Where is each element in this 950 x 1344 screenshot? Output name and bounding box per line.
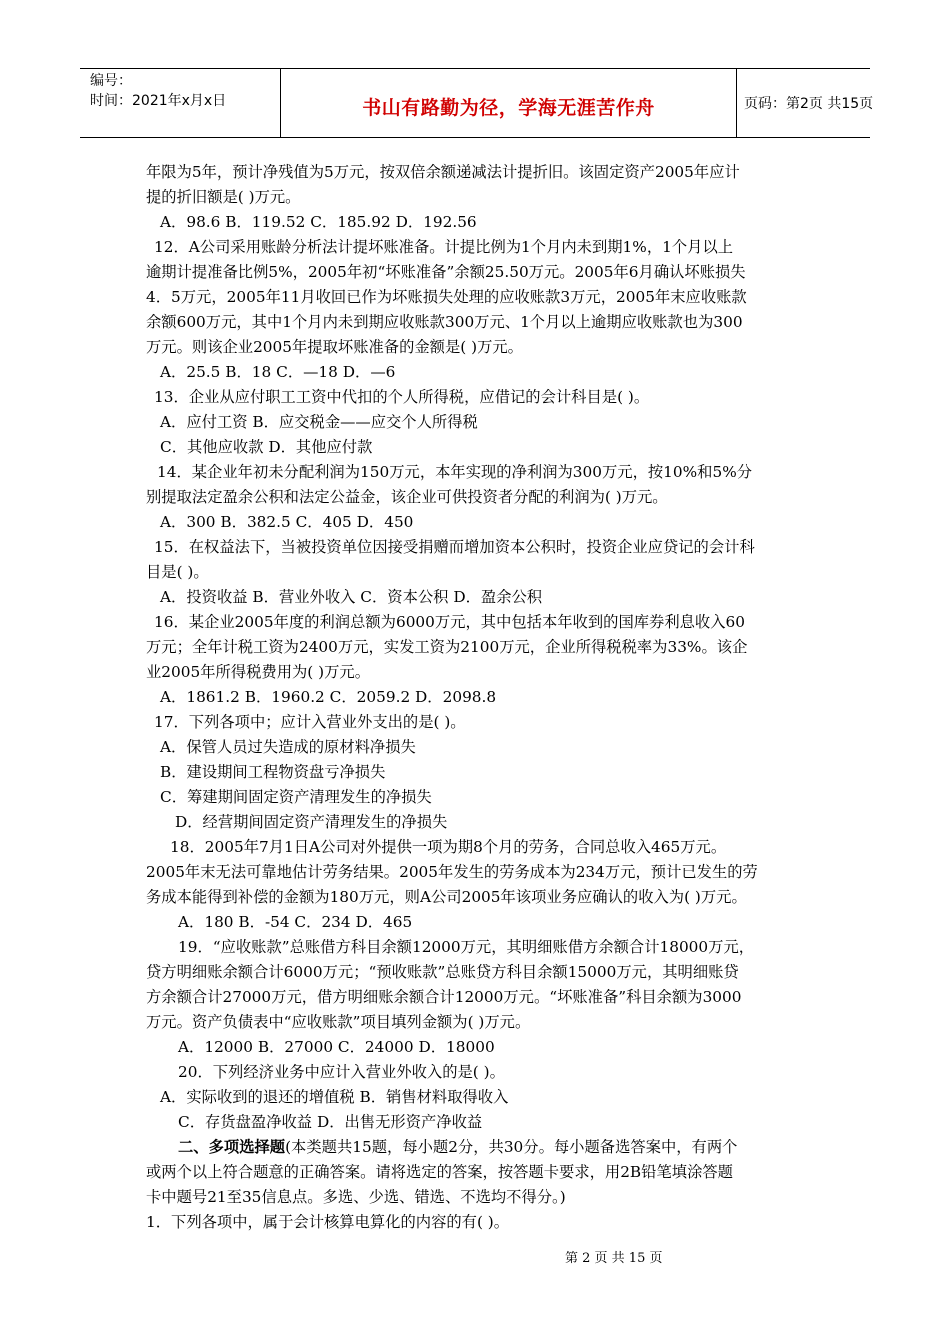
page-info: 页码：第2页 共15页: [744, 96, 874, 112]
text-line: 年限为5年，预计净残值为5万元，按双倍余额递减法计提折旧。该固定资产2005年应计: [146, 163, 740, 181]
header-motto-cell: [280, 69, 737, 137]
text-line: 别提取法定盈余公积和法定公益金，该企业可供投资者分配的利润为( )万元。: [146, 488, 668, 506]
question-15: 15．在权益法下，当被投资单位因接受捐赠而增加资本公积时，投资企业应贷记的会计科: [154, 538, 755, 556]
text-line: 提的折旧额是( )万元。: [146, 188, 301, 206]
header-page-cell: [736, 69, 874, 137]
answer-options: C．其他应收款 D．其他应付款: [160, 438, 373, 456]
answer-options: C．存货盘盈净收益 D．出售无形资产净收益: [178, 1113, 483, 1131]
answer-options: A．12000 B．27000 C．24000 D．18000: [178, 1038, 495, 1056]
question-16: 16．某企业2005年度的利润总额为6000万元，其中包括本年收到的国库券利息收入60: [154, 613, 745, 631]
answer-options: A．180 B．-54 C．234 D．465: [178, 913, 413, 931]
text-line: 余额600万元，其中1个月内未到期应收账款300万元、1个月以上逾期应收账款也为300: [146, 313, 743, 331]
answer-option-c: C．筹建期间固定资产清理发生的净损失: [160, 788, 432, 806]
section-instructions: (本类题共15题，每小题2分，共30分。每小题备选答案中，有两个: [285, 1138, 738, 1156]
number-label: 编号：: [90, 73, 132, 89]
text-line: 逾期计提准备比例5%，2005年初“坏账准备”余额25.50万元。2005年6月确认坏账损失: [146, 263, 746, 281]
section-heading: 二、多项选择题: [178, 1138, 286, 1156]
text-line: 2005年末无法可靠地估计劳务结果。2005年发生的劳务成本为234万元，预计已发生的劳: [146, 863, 758, 881]
answer-options: A．300 B．382.5 C．405 D．450: [160, 513, 414, 531]
answer-options: A．投资收益 B．营业外收入 C．资本公积 D．盈余公积: [160, 588, 543, 606]
question-18: 18．2005年7月1日A公司对外提供一项为期8个月的劳务，合同总收入465万元。: [170, 838, 727, 856]
answer-option-b: B．建设期间工程物资盘亏净损失: [160, 763, 386, 781]
question-12: 12．A公司采用账龄分析法计提坏账准备。计提比例为1个月内未到期1%，1个月以上: [154, 238, 734, 256]
text-line: 或两个以上符合题意的正确答案。请将选定的答案，按答题卡要求，用2B铅笔填涂答题: [146, 1163, 733, 1181]
answer-options: A．实际收到的退还的增值税 B．销售材料取得收入: [160, 1088, 509, 1106]
text-line: 4．5万元，2005年11月收回已作为坏账损失处理的应收账款3万元，2005年末应收账款: [146, 288, 747, 306]
text-line: 万元。资产负债表中“应收账款”项目填列金额为( )万元。: [146, 1013, 531, 1031]
text-line: 万元；全年计税工资为2400万元，实发工资为2100万元，企业所得税税率为33%。该企: [146, 638, 748, 656]
text-line: 万元。则该企业2005年提取坏账准备的金额是( )万元。: [146, 338, 523, 356]
question-14: 14．某企业年初未分配利润为150万元，本年实现的净利润为300万元，按10%和5%分: [157, 463, 753, 481]
answer-option-d: D．经营期间固定资产清理发生的净损失: [175, 813, 448, 831]
answer-options: A．1861.2 B．1960.2 C．2059.2 D．2098.8: [160, 688, 497, 706]
text-line: 目是( )。: [146, 563, 209, 581]
motto-text: 书山有路勤为径，学海无涯苦作舟: [362, 97, 655, 119]
text-line: 贷方明细账余额合计6000万元；“预收账款”总账贷方科目余额15000万元，其明细账贷: [146, 963, 739, 981]
footer-page-number: 第 2 页 共 15 页: [565, 1251, 663, 1266]
text-line: 方余额合计27000万元，借方明细账余额合计12000万元。“坏账准备”科目余额为3000: [146, 988, 742, 1006]
text-line: 业2005年所得税费用为( )万元。: [146, 663, 370, 681]
question-19: 19．“应收账款”总账借方科目余额12000万元，其明细账借方余额合计18000万元，: [178, 938, 755, 956]
answer-options: A．25.5 B．18 C．—18 D．—6: [160, 363, 396, 381]
answer-options: A．98.6 B．119.52 C．185.92 D．192.56: [160, 213, 477, 231]
answer-option-a: A．保管人员过失造成的原材料净损失: [160, 738, 416, 756]
answer-options: A．应付工资 B．应交税金——应交个人所得税: [160, 413, 478, 431]
question-17: 17．下列各项中；应计入营业外支出的是( )。: [154, 713, 466, 731]
page-header: [80, 68, 874, 138]
time-label: 时间：2021年x月x日: [90, 93, 227, 109]
section-heading-line: [178, 1137, 737, 1157]
text-line: 务成本能得到补偿的金额为180万元，则A公司2005年该项业务应确认的收入为( )万元。: [146, 888, 747, 906]
question-20: 20．下列经济业务中应计入营业外收入的是( )。: [178, 1063, 505, 1081]
header-meta-cell: [80, 69, 280, 137]
question-13: 13．企业从应付职工工资中代扣的个人所得税，应借记的会计科目是( )。: [154, 388, 650, 406]
text-line: 卡中题号21至35信息点。多选、少选、错选、不选均不得分。): [146, 1188, 566, 1206]
question-1: 1．下列各项中，属于会计核算电算化的内容的有( )。: [146, 1213, 510, 1231]
